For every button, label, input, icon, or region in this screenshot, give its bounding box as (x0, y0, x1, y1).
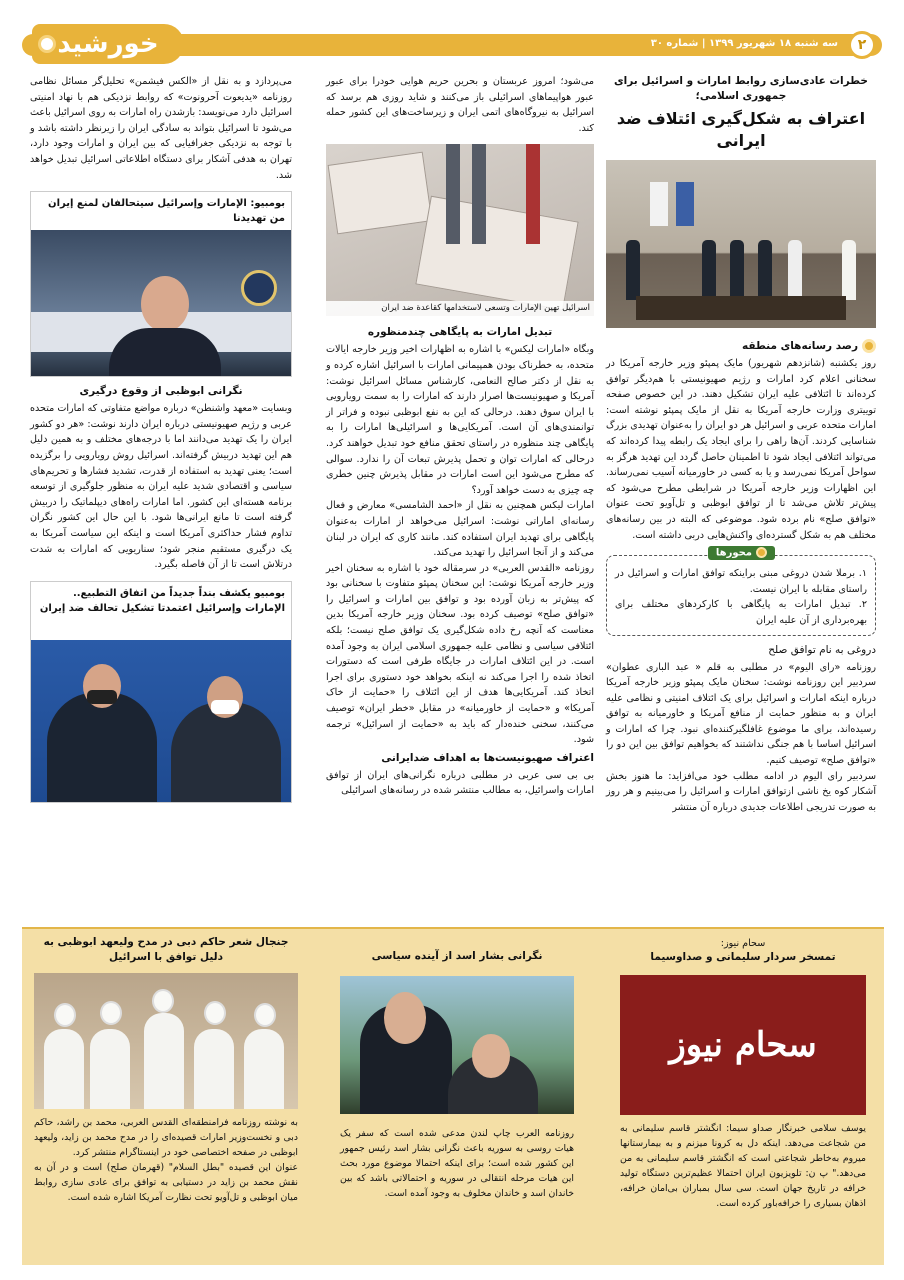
person-figure (758, 240, 772, 300)
card-title: جنجال شعر حاکم دبی در مدح ولیعهد ابوظبی به دلیل توافق با اسرائیل (43, 936, 289, 963)
card-text: روزنامه العرب چاپ لندن مدعی شده است که سفر یک هیات روسی به سوریه باعث نگرانی بشار اسد رئیس جمهور این کشور شده است؛ برای اینکه احتمالا موضوع مورد بحث این هیات مرحله انتقالی در سوریه و احتمالاتی باشد که بین خاندان اسد و خاندان مخلوف به وجود آمده است. (340, 1128, 574, 1199)
person-suit (109, 328, 221, 376)
meeting-photo (31, 640, 291, 802)
legs-shape (526, 144, 540, 244)
sahamnews-logo-image (620, 975, 866, 1115)
card-title: نگرانی بشار اسد از آینده سیاسی (371, 950, 543, 962)
person-figure (44, 1029, 84, 1109)
mask-shape (87, 690, 117, 704)
subheading: اعتراف صهیونیست‌ها به اهداف ضدایرانی (381, 751, 594, 764)
person-head (204, 1001, 226, 1025)
keypoints-label: محورها (708, 546, 775, 560)
signing-desk (636, 296, 846, 320)
person-head (152, 989, 174, 1013)
protest-photo (326, 144, 594, 316)
person-head (54, 1003, 76, 1027)
news-card-assad (340, 929, 574, 1267)
newspaper-logo (32, 24, 184, 64)
article-paragraph: روزنامه «القدس العربی» در سرمقاله خود با اشاره به سخنان اخیر وزیر خارجه آمریکا نوشت: این سخنان پمپئو متفاوت با سخنانی بود که پیش‌تر به زبان آورده بود و توافق بین امارات و اسرائیل را «توافق صلح» توصیف کرده بود. سخنان وزیر خارجه آمریکا بدین معناست که آنچه رخ داده شکل‌گیری یک توافق صلح نیست؛ بلکه ائتلافی سیاسی و نظامی علیه جمهوری اسلامی ایران به وجود آمده است. در این ائتلاف امارات در جایگاه طرفی است که دستورات اتخاذ شده را اجرا می‌کند نه اینکه بخواهد خود دستوری برای اجرا اتخاذ کند. آمریکایی‌ها هدف از این ائتلاف را «حمایت از خاک آمریکا» و «حمایت از خاورمیانه» در مقابل «خطر ایران» توصیف می‌کنند، سخنی خنده‌دار که باید به «حمایت از اسرائیل» ترجمه شود. (326, 562, 594, 746)
legs-shape (472, 144, 486, 244)
person-figure (730, 240, 744, 300)
article-paragraph: می‌شود؛ امروز عربستان و بحرین حریم هوایی خودرا برای عبور عبور هواپیماهای اسرائیلی باز می‌کنند و شاید روزی هم برسد که اسرائیل به نیروگاه‌های اتمی ایران و زیرساخت‌های این کشور حمله کند. (326, 76, 594, 134)
article-paragraph: روز یکشنبه (شانزدهم شهریور) مایک پمپئو وزیر خارجه آمریکا در سخنانی اعلام کرد امارات و رژیم صهیونیستی با هم‌دیگر توافق کرده‌اند تا ائتلافی علیه ایران تشکیل دهند. در این خصوص صفحه توییتری وزارت خارجه آمریکا به نقل از مایک پمپئو نوشته است: امارات متحده عربی و اسرائیل هر دو ایران را به‌عنوان تهدیدی بزرگ شناسایی کردند. آن‌ها راهی را برای ایجاد یک رابطه پیدا کرده‌اند که می‌تواند ائتلافی ایجاد شود تا اطمینان حاصل گردد این تهدید هرگز به سواحل آمریکا نمی‌رسد و یا به کسی در خاورمیانه آسیب نمی‌رساند. این اظهارات وزیر خارجه آمریکا در شرایطی مطرح می‌شود که پیش‌تر تلاش می‌شد تا از توافق ابوظبی و تل‌آویو تحت عنوان «توافق صلح» نام برده شود. موضوعی که البته در بین رسانه‌های مختلف هم به شکل گسترده‌ای واکنش‌هایی دربی داشته است. (606, 358, 876, 541)
poster-shape (415, 196, 578, 311)
state-seal-icon (241, 270, 277, 306)
person-head (472, 1034, 510, 1078)
gulf-leaders-photo (34, 973, 298, 1109)
card-kicker: سحام نیوز: (720, 938, 766, 949)
person-figure (788, 240, 802, 300)
person-head (384, 992, 426, 1044)
card-text: عنوان این قصیده "بطل السلام" (قهرمان صلح) است و در آن به نقش محمد بن زاید در دستیابی به توافق برای عادی سازی روابط میان ابوظبی و تل‌آویو تحت نظارت آمریکا اشاره شده است. (34, 1162, 298, 1203)
keypoint-item: ۱. برملا شدن دروغی مبنی براینکه توافق امارات و اسرائیل در راستای مقابله با ایران نیست. (615, 568, 867, 595)
pompeo-photo (31, 230, 291, 376)
sun-icon (38, 35, 56, 53)
embedded-news-card (30, 191, 292, 377)
masthead (22, 28, 882, 62)
issue-info: سه شنبه ۱۸ شهریور ۱۳۹۹ | شماره ۳۰ (650, 38, 838, 49)
subheading: نگرانی ابوظبی از وقوع درگیری (79, 385, 243, 398)
mask-shape (211, 700, 239, 714)
article-left-column (30, 74, 292, 803)
person-figure (702, 240, 716, 300)
article-paragraph: امارات لیکس همچنین به نقل از «احمد الشامسی» معارض و فعال رسانه‌ای اماراتی نوشت: اسرائیل می‌خواهد از امارات به‌عنوان پایگاهی برای تهدید ایران استفاده کند. مانند کاری که ایران در لبنان می‌کند و از آنجا اسرائیل را تهدید می‌کند. (326, 500, 594, 559)
person-figure (90, 1029, 130, 1109)
article-paragraph: می‌پردازد و به نقل از «الکس فیشمن» تحلیل‌گر مسائل نظامی روزنامه «یدیعوت آحرونوت» که روابط نزدیکی هم با نهاد امنیتی اسرائیل دارد می‌نویسد: بازشدن راه امارات به روی اسرائیل باعث می‌شود تا اسرائیل بتواند به سادگی ایران را زیرنظر داشته باشد و با توجه به نزدیکی جغرافیایی که بین ایران و امارات وجود دارد، تهران به هدفی آشکار برای دستگاه اطلاعاتی اسرائیل تبدیل خواهد شد. (30, 76, 292, 181)
article-main-column (606, 74, 876, 815)
embedded-news-card (30, 581, 292, 803)
news-card-sahamnews (620, 929, 866, 1267)
person-figure (144, 1013, 184, 1109)
card-text: یوسف سلامی خبرنگار صداو سیما: انگشتر قاسم سلیمانی به من شجاعت می‌دهد. اینکه دل به کرونا میزنم و به بیمارستانها میروم به‌خاطر شجاعتی است که انگشتر قاسم سلیمانی به من می‌دهد." پ ن: تلویزیون ایران احتمالا عظیم‌ترین دستگاه تولید خرافه در تاریخ جهان است. سی سال بمباران بی‌امان خرافه، اذهان بسیاری را خرافه‌باور کرده است. (620, 1123, 866, 1209)
signing-ceremony-photo (606, 160, 876, 328)
article-middle-column (326, 74, 594, 799)
article-paragraph: سردبیر رای الیوم در ادامه مطلب خود می‌افزاید: ما هنوز بخش آشکار کوه یخ ناشی ازتوافق امارات و اسرائیل را می‌بینیم و هر روز به صورت تدریجی اطلاعات جدیدی درباره آن منتشر (606, 770, 876, 813)
logo-text: سحام نیوز (669, 1025, 817, 1065)
poster-shape (328, 152, 433, 235)
person-figure (47, 692, 157, 802)
person-figure (194, 1029, 234, 1109)
assad-putin-photo (340, 976, 574, 1114)
news-card-title: بومبيو يكشف بنداً جديداً من اتفاق التطبيع.. الإمارات وإسرائيل اعتمدتا تشكيل تحالف ضد إيران (31, 582, 291, 620)
section-title: رصد رسانه‌های منطقه (606, 338, 876, 354)
article-paragraph: وبسایت «معهد واشنطن» درباره مواضع متفاوتی که امارات متحده عربی و رژیم صهیونیستی درباره ایران دارند نوشت: «هر دو کشور ایران را یک تهدید می‌دانند اما با درجه‌های مختلف و به همین دلیل هم این تهدید دربیش گرفته‌اند. اسرائیل روش رویارویی را برگزیده است؛ یعنی تهدید به استفاده از قدرت، تشدید فشارها و تحریم‌های سیاسی و اقتصادی شدید علیه ایران به منظور جلوگیری از توسعه برنامه هسته‌ای این کشور. اما امارات راه‌های دیپلماتیک را دربیش گرفته است تا مانع ایرانی‌ها شود. با این حال این کشور نگران تداوم فشار حداکثری آمریکا است و اینکه این سیاست آمریکا به یک درگیری مستقیم منجر شود؛ سناریویی که امارات به شدت درتلاش است تا از آن فاصله بگیرد. (30, 403, 292, 571)
person-figure (842, 240, 856, 300)
article-paragraph: روزنامه «رای الیوم» در مطلبی به قلم « عبد الباری عطوان» سردبیر این روزنامه نوشت: سخنان مایک پمپئو وزیر خارجه آمریکا درباره اینکه امارات و اسرائیل برای یک ائتلاف امنیتی و نظامی علیه ایران و به منظور حمایت از منافع آمریکا و خاورمیانه به توافق رسیده‌اند، برای ما موضوع غافلگیرکننده‌ای نبود. چرا که امارات و اسرائیل اساسا با هم جنگی نداشتند که بخواهیم توافق بین این دو را «توافق صلح» توصیف کنیم. (606, 661, 876, 767)
article-headline: اعتراف به شکل‌گیری ائتلاف ضد ایرانی (616, 109, 866, 150)
keypoint-item: ۲. تبدیل امارات به پایگاهی با کارکردهای مختلف برای بهره‌برداری از آن علیه ایران (615, 599, 867, 626)
news-card-dubai (34, 929, 298, 1267)
sun-icon (756, 547, 767, 558)
page-number: ۲ (848, 31, 876, 59)
person-head (100, 1001, 122, 1025)
legs-shape (446, 144, 460, 244)
photo-caption: اسرائیل تهین الإمارات وتسعی لاستخدامها کقاعدة ضد ایران (326, 301, 594, 316)
article-kicker: خطرات عادی‌سازی روابط امارات و اسرائیل برای جمهوری اسلامی؛ (614, 75, 868, 102)
article-paragraph: وبگاه «امارات لیکس» با اشاره به اظهارات اخیر وزیر خارجه ایالات متحده، به خطرناک بودن همپیمانی امارات با اسرائیل اشاره کرده و به نقل از دکتر صالح النعامی، کارشناس مسائل اسرائیل نوشت: آمریکا و صهیونیست‌ها اصرار دارند که امارات را به سمت رویارویی با ایران سوق دهند. درحالی که این به نفع ابوظبی نبوده و فراتر از توانمندی‌های آن است. آمریکایی‌ها و اسرائیلی‌ها امارات را به پایگاهی چند منظوره در راستای تحقق منافع خود تبدیل خواهند کرد. درحالی که امارات توان و تحمل پذیرش تبعات آن را ندارد. سوالی که مطرح می‌شود این است امارات در مقابل پذیرش چنین خطری چه چیزی به دست خواهد آورد؟ (326, 344, 594, 496)
sun-icon (862, 339, 876, 353)
person-head (141, 276, 189, 332)
card-title: تمسخر سردار سلیمانی و صداوسیما (650, 951, 836, 963)
flag-shape (676, 182, 694, 226)
article-paragraph: بی بی سی عربی در مطلبی درباره نگرانی‌های ایران از توافق امارات واسرائیل، به مطالب منتشر شده در رسانه‌های اسرائیلی (326, 769, 594, 797)
keypoints-box (606, 547, 876, 635)
person-figure (626, 240, 640, 300)
logo-text: خورشید (57, 29, 159, 59)
person-head (254, 1003, 276, 1027)
bottom-news-box (22, 927, 884, 1265)
card-text: به نوشته روزنامه فرامنطقه‌ای القدس العربی، محمد بن راشد، حاکم دبی و نخست‌وزیر امارات قصیده‌ای را در مدح محمد بن زاید، ولیعهد ابوظبی در صفحه اختصاصی خود در اینستاگرام منتشر کرد. (34, 1117, 298, 1158)
subheading: تبدیل امارات به پایگاهی چندمنظوره (367, 326, 553, 339)
subheading: دروغی به نام توافق صلح (768, 643, 876, 656)
person-figure (244, 1029, 284, 1109)
flag-shape (650, 182, 668, 226)
news-card-title: بومبيو: الإمارات وإسرائيل سيتحالفان لمنع إيران من تهديدنا (31, 192, 291, 230)
